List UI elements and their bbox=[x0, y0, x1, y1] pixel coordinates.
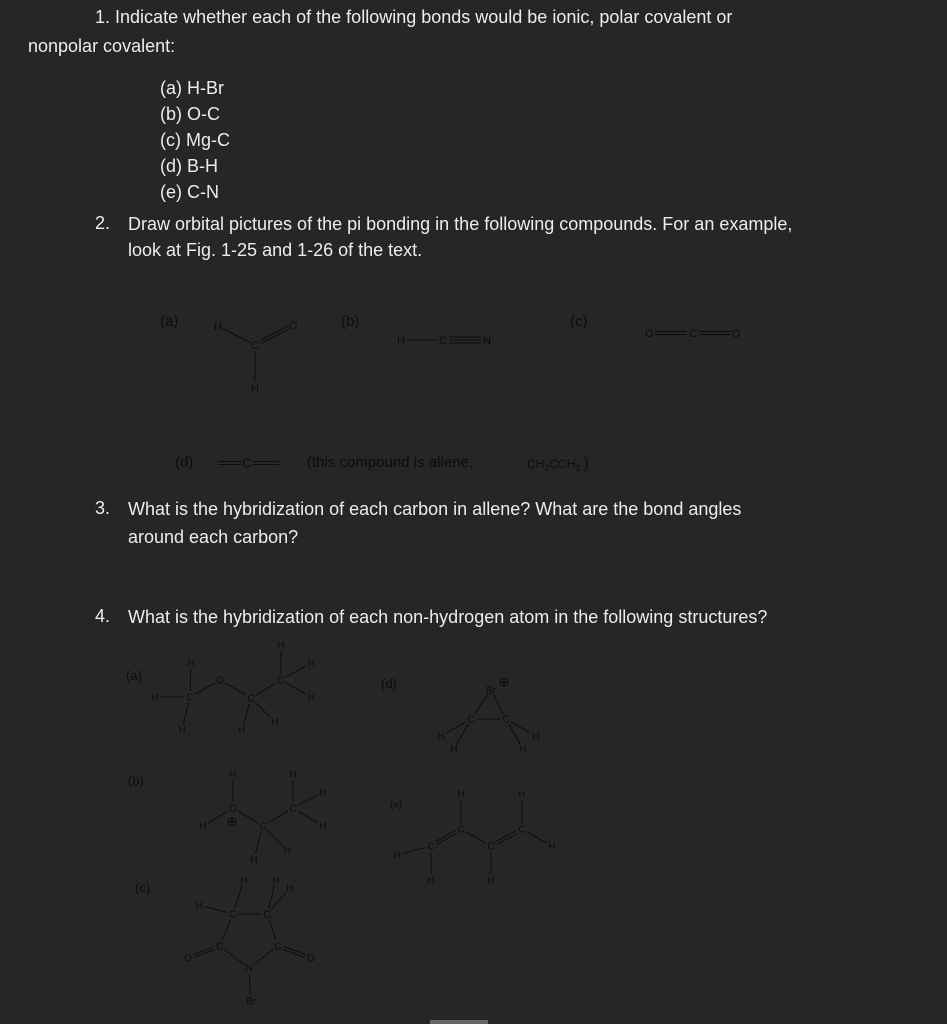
atom-label: H bbox=[251, 382, 259, 395]
bond-line bbox=[261, 329, 288, 343]
atom-label: C bbox=[251, 339, 259, 352]
atom-label: H bbox=[450, 744, 458, 756]
bond-line bbox=[268, 811, 288, 823]
question-2-number: 2. bbox=[95, 213, 111, 233]
atom-label: O bbox=[216, 675, 224, 687]
q4-label-e: (e) bbox=[390, 800, 403, 811]
bond-line bbox=[256, 832, 262, 853]
atom-label: H bbox=[277, 640, 285, 652]
atom-label: H bbox=[518, 789, 526, 801]
q2-label-d: (d) bbox=[175, 454, 194, 471]
atom-label: H bbox=[214, 320, 222, 333]
q2-label-b: (b) bbox=[341, 313, 360, 330]
atom-label: C bbox=[247, 693, 255, 705]
bond-line bbox=[208, 811, 228, 823]
atom-label: O bbox=[288, 319, 298, 332]
scrollbar-thumb[interactable] bbox=[430, 1020, 488, 1024]
atom-label: C bbox=[427, 841, 435, 853]
atom-label: C bbox=[457, 824, 465, 836]
bond-line bbox=[256, 683, 276, 695]
bond-line bbox=[457, 724, 468, 744]
bond-line bbox=[494, 695, 503, 713]
structure-4e bbox=[393, 790, 555, 887]
q4-label-c: (c) bbox=[135, 880, 151, 895]
atom-label: H bbox=[307, 692, 315, 704]
atom-label: H bbox=[272, 875, 280, 887]
question-2-line-2: look at Fig. 1-25 and 1-26 of the text. bbox=[128, 240, 423, 260]
bond-line bbox=[254, 950, 273, 965]
bond-line bbox=[403, 848, 425, 854]
bond-line bbox=[225, 683, 246, 695]
atom-label: C bbox=[259, 821, 267, 833]
carbon-dioxide-structure bbox=[645, 328, 741, 340]
atom-label: C bbox=[274, 941, 282, 953]
question-3-number: 3. bbox=[95, 498, 111, 518]
atom-label: Br bbox=[486, 685, 496, 697]
atom-label: H bbox=[286, 883, 294, 895]
bond-line bbox=[286, 683, 306, 694]
bond-line bbox=[260, 326, 287, 340]
atom-label: C bbox=[229, 909, 237, 921]
atom-label: O bbox=[229, 803, 237, 815]
atom-label: C bbox=[263, 909, 271, 921]
allene-fragment bbox=[218, 456, 279, 471]
atom-label: O bbox=[644, 327, 654, 340]
bond-line bbox=[298, 795, 317, 805]
q2-label-c: (c) bbox=[570, 313, 588, 330]
atom-label: C bbox=[518, 824, 526, 836]
bond-line bbox=[509, 724, 520, 744]
atom-label: C bbox=[242, 455, 252, 471]
bond-line bbox=[255, 702, 271, 718]
atom-label: H bbox=[271, 717, 279, 729]
allene-formula: $CH_2CCH_2$ ) bbox=[527, 455, 589, 473]
atom-label: O bbox=[731, 327, 741, 340]
bond-item-b: (b) O-C bbox=[160, 104, 220, 124]
atom-label: H bbox=[397, 334, 405, 347]
atom-label: C bbox=[502, 714, 510, 726]
atom-label: O bbox=[184, 953, 192, 965]
bond-line bbox=[223, 329, 249, 343]
atom-label: H bbox=[238, 725, 246, 737]
atom-label: H bbox=[229, 769, 237, 781]
bond-line bbox=[286, 666, 306, 677]
atom-label: C bbox=[216, 941, 224, 953]
atom-label: C bbox=[487, 841, 495, 853]
atom-label: H bbox=[250, 854, 258, 866]
atom-label: C bbox=[467, 714, 475, 726]
bond-line bbox=[267, 830, 283, 846]
q2-label-a: (a) bbox=[160, 313, 179, 330]
bond-line bbox=[474, 695, 487, 714]
question-2-line-1: Draw orbital pictures of the pi bonding in the following compounds. For an example, bbox=[128, 214, 793, 234]
bond-line bbox=[511, 722, 531, 733]
question-4-number: 4. bbox=[95, 606, 111, 626]
bond-line bbox=[298, 811, 318, 823]
bond-line bbox=[225, 950, 244, 965]
atom-label: H bbox=[289, 769, 297, 781]
question-3-line-2: around each carbon? bbox=[128, 527, 299, 547]
structure-4b bbox=[199, 770, 326, 866]
bond-line bbox=[269, 886, 275, 908]
atom-label: H bbox=[548, 841, 556, 853]
question-1-line-2: nonpolar covalent: bbox=[28, 36, 176, 56]
formaldehyde-structure bbox=[214, 320, 298, 395]
bond-line bbox=[249, 974, 250, 995]
atom-label: H bbox=[178, 725, 186, 737]
atom-label: H bbox=[283, 845, 291, 857]
question-4-text: What is the hybridization of each non-hydrogen atom in the following structures? bbox=[128, 607, 768, 627]
bond-line bbox=[271, 892, 286, 909]
bond-item-e: (e) C-N bbox=[160, 182, 219, 202]
bond-line bbox=[190, 669, 191, 691]
structure-4d bbox=[437, 678, 539, 756]
structure-4a bbox=[151, 641, 314, 737]
atom-label: C bbox=[439, 334, 447, 347]
bond-item-a: (a) H-Br bbox=[160, 78, 224, 98]
atom-label: H bbox=[199, 821, 207, 833]
atom-label: Br bbox=[246, 996, 256, 1008]
bond-line bbox=[235, 886, 242, 909]
atom-label: H bbox=[195, 900, 203, 912]
bond-line bbox=[205, 907, 227, 913]
q4-label-a: (a) bbox=[126, 668, 142, 683]
bond-line bbox=[244, 704, 250, 724]
atom-label: H bbox=[519, 744, 527, 756]
atom-label: C bbox=[186, 692, 194, 704]
hydrogen-cyanide-structure bbox=[397, 335, 491, 347]
atom-label: H bbox=[319, 821, 327, 833]
q4-label-b: (b) bbox=[128, 773, 144, 788]
atom-label: H bbox=[532, 731, 540, 743]
atom-label: N bbox=[245, 963, 253, 975]
bond-line bbox=[195, 683, 215, 694]
atom-label: H bbox=[393, 850, 401, 862]
atom-label: C bbox=[689, 327, 697, 340]
bond-item-d: (d) B-H bbox=[160, 156, 218, 176]
atom-label: H bbox=[319, 787, 327, 799]
question-3-line-1: What is the hybridization of each carbon in allene? What are the bond angles bbox=[128, 499, 742, 519]
atom-label: N bbox=[483, 334, 491, 347]
atom-label: H bbox=[151, 692, 159, 704]
atom-label: C bbox=[289, 803, 297, 815]
atom-label: O bbox=[307, 953, 315, 965]
bond-line bbox=[269, 920, 276, 941]
atom-label: H bbox=[240, 875, 248, 887]
bond-line bbox=[183, 703, 188, 724]
atom-label: C bbox=[277, 675, 285, 687]
atom-label: H bbox=[187, 658, 195, 670]
atom-label: H bbox=[487, 875, 495, 887]
question-1-line-1: 1. Indicate whether each of the following bonds would be ionic, polar covalent or bbox=[95, 7, 733, 27]
structure-4c bbox=[184, 876, 315, 1008]
bond-line bbox=[222, 920, 230, 941]
bond-line bbox=[446, 722, 466, 733]
bond-line bbox=[466, 832, 486, 843]
atom-label: H bbox=[307, 658, 315, 670]
bond-line bbox=[238, 811, 258, 823]
bond-line bbox=[527, 832, 547, 843]
bond-item-c: (c) Mg-C bbox=[160, 130, 230, 150]
q4-label-d: (d) bbox=[381, 676, 397, 691]
atom-label: H bbox=[437, 731, 445, 743]
atom-label: H bbox=[457, 789, 465, 801]
atom-label: H bbox=[427, 875, 435, 887]
allene-note: (this compound is allene, bbox=[307, 454, 473, 471]
